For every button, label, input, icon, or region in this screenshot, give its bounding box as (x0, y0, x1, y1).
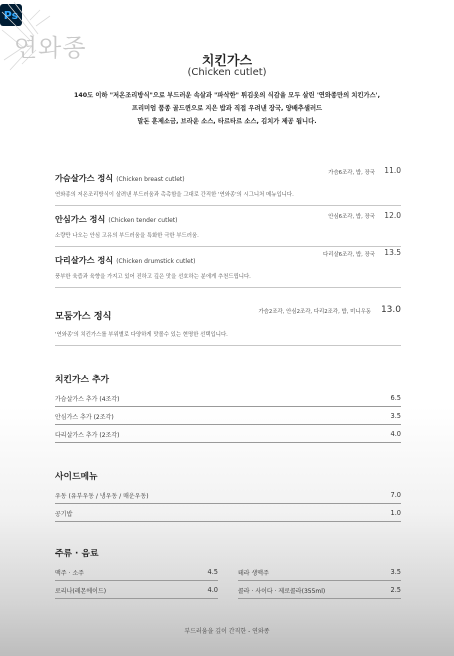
item-en-name: (Chicken drumstick cutlet) (116, 258, 196, 265)
intro-line: 말돈 훈제소금, 브라운 소스, 타르타르 소스, 김치가 제공 됩니다. (137, 118, 317, 125)
intro-line: 140도 이하 "저온조리방식"으로 부드러운 속살과 "파삭한" 튀김옷의 식감을 모두 살린 '연와종만의 치킨가스', (73, 92, 381, 99)
set-item-drumstick (55, 248, 401, 288)
drink-item-name: 테라 생맥주 (238, 570, 269, 577)
item-name: 가슴살가스 정식 (55, 173, 114, 183)
combo-name: 모둠가스 정식 (55, 311, 112, 322)
drinks-section (55, 546, 401, 603)
logo-text: 연와종 (14, 34, 87, 62)
list-item (55, 563, 218, 581)
footer-text: 부드러움을 깊이 간직한 - 연와종 (184, 628, 270, 635)
item-price: 11.0 (384, 166, 401, 175)
item-description: 소량만 나오는 안심 고유의 부드러움을 특화한 극한 부드러움. (55, 233, 199, 239)
divider (55, 287, 401, 288)
drink-item-name: 맥주 · 소주 (55, 570, 84, 577)
drink-item-price: 4.0 (207, 586, 218, 594)
list-item (55, 389, 401, 407)
combo-composition: 가슴2조각, 안심2조각, 다리2조각, 밥, 미니우동 (258, 309, 371, 315)
side-item-name: 우동 (유부우동 / 냉우동 / 매운우동) (55, 493, 149, 500)
side-section (55, 469, 401, 522)
extra-title: 치킨가스 추가 (55, 375, 110, 385)
combo-price: 13.0 (380, 305, 401, 315)
item-composition: 다리살6조각, 밥, 장국 (323, 252, 375, 258)
combo-description: '연와종'의 치킨가스를 부위별로 다양하게 맛볼수 있는 현명한 선택입니다. (55, 332, 228, 338)
list-item (55, 581, 218, 599)
divider (55, 345, 401, 346)
item-price: 13.5 (384, 248, 401, 257)
extra-item-name: 다리살가스 추가 (2조각) (55, 432, 120, 439)
extra-item-name: 안심가스 추가 (2조각) (55, 414, 114, 421)
extra-item-price: 6.5 (390, 394, 401, 402)
item-composition: 안심6조각, 밥, 장국 (328, 214, 375, 220)
page-subtitle: (Chicken cutlet) (187, 67, 267, 78)
extra-item-price: 3.5 (390, 412, 401, 420)
item-description: 풍부한 육즙과 육향을 가지고 있어 진하고 깊은 맛을 선호하는 분에게 추천드립니다. (55, 274, 251, 280)
item-en-name: (Chicken breast cutlet) (116, 176, 185, 183)
item-composition: 가슴6조각, 밥, 장국 (328, 170, 375, 176)
drink-item-price: 3.5 (390, 568, 401, 576)
drinks-right-column (238, 563, 401, 599)
side-item-name: 공기밥 (55, 511, 73, 518)
list-item (238, 581, 401, 599)
item-en-name: (Chicken tender cutlet) (108, 217, 178, 224)
page-title: 치킨가스 (201, 54, 253, 69)
drinks-left-column (55, 563, 218, 599)
drink-item-price: 4.5 (207, 568, 218, 576)
extra-item-price: 4.0 (390, 430, 401, 438)
list-item (238, 563, 401, 581)
drinks-title: 주류 · 음료 (55, 549, 99, 559)
extra-section (55, 372, 401, 443)
intro-line: 프리미엄 품종 골드퀸으로 지은 밥과 직접 우려낸 장국, 양배추샐러드 (131, 105, 323, 112)
side-item-price: 7.0 (390, 491, 401, 499)
item-name: 다리살가스 정식 (55, 255, 114, 265)
item-price: 12.0 (384, 211, 401, 220)
side-title: 사이드메뉴 (55, 472, 98, 482)
drink-item-name: 콜라 · 사이다 · 제로콜라(355ml) (238, 588, 326, 595)
divider (55, 205, 401, 206)
set-item-breast (55, 166, 401, 206)
extra-item-name: 가슴살가스 추가 (4조각) (55, 396, 120, 403)
divider (55, 246, 401, 247)
list-item (55, 407, 401, 425)
list-item (55, 504, 401, 522)
intro-text (20, 89, 434, 128)
list-item (55, 486, 401, 504)
combo-item (55, 304, 401, 346)
photoshop-badge-icon: Ps (0, 4, 22, 26)
item-name: 안심가스 정식 (55, 214, 106, 224)
drink-item-name: 로리나(레몬에이드) (55, 588, 107, 595)
drink-item-price: 2.5 (390, 586, 401, 594)
item-description: 연와종의 저온조리방식이 살려낸 부드러움과 촉촉함을 그대로 간직한 '연와종'의 시그니처 메뉴입니다. (55, 192, 294, 198)
list-item (55, 425, 401, 443)
set-item-tender (55, 207, 401, 247)
side-item-price: 1.0 (390, 509, 401, 517)
